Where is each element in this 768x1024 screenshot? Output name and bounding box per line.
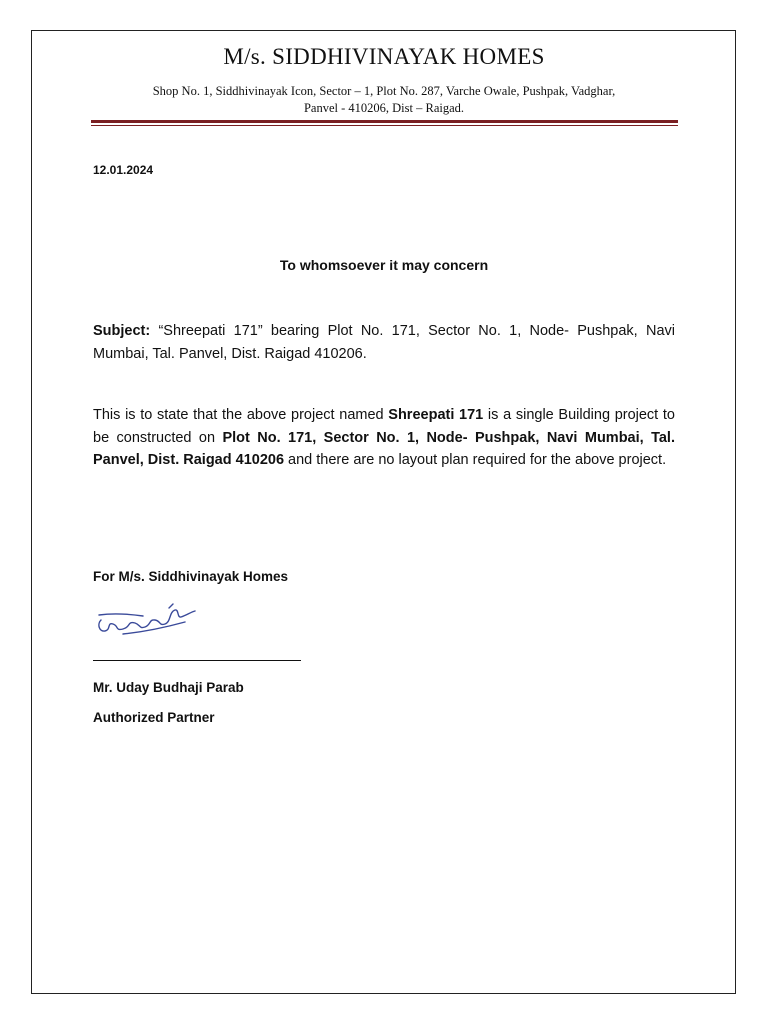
signatory-designation: Authorized Partner bbox=[93, 710, 215, 725]
body-text-3: and there are no layout plan required for the above project. bbox=[284, 452, 667, 468]
subject-text: “Shreepati 171” bearing Plot No. 171, Sector No. 1, Node- Pushpak, Navi Mumbai, Tal. Panvel, Dist. Raigad 410206. bbox=[93, 323, 675, 362]
body-text-1: This is to state that the above project named bbox=[93, 407, 389, 423]
letter-heading: To whomsoever it may concern bbox=[279, 257, 489, 273]
body-text-2: is a single Building project to be constructed on bbox=[93, 407, 675, 446]
address-line-1: Shop No. 1, Siddhivinayak Icon, Sector – 1, Plot No. 287, Varche Owale, Pushpak, Vadghar, bbox=[152, 84, 616, 98]
address-line-2: Panvel - 410206, Dist – Raigad. bbox=[303, 101, 465, 115]
signature-stroke bbox=[99, 604, 195, 634]
signatory-name: Mr. Uday Budhaji Parab bbox=[93, 680, 244, 695]
company-address bbox=[90, 83, 678, 117]
company-name: M/s. SIDDHIVINAYAK HOMES bbox=[223, 44, 545, 69]
subject-paragraph bbox=[93, 320, 675, 365]
signature-line bbox=[93, 660, 301, 662]
for-company-line: For M/s. Siddhivinayak Homes bbox=[93, 569, 289, 584]
project-location: Plot No. 171, Sector No. 1, Node- Pushpak, Navi Mumbai, Tal. Panvel, Dist. Raigad 410206 bbox=[93, 429, 675, 468]
subject-label: Subject: bbox=[93, 323, 151, 339]
letterhead-rule-thin bbox=[91, 125, 678, 126]
handwritten-signature bbox=[93, 598, 203, 640]
letter-date: 12.01.2024 bbox=[93, 163, 154, 177]
body-paragraph bbox=[93, 404, 675, 472]
letterhead-rule-thick bbox=[91, 120, 678, 123]
project-name: Shreepati 171 bbox=[388, 407, 484, 423]
